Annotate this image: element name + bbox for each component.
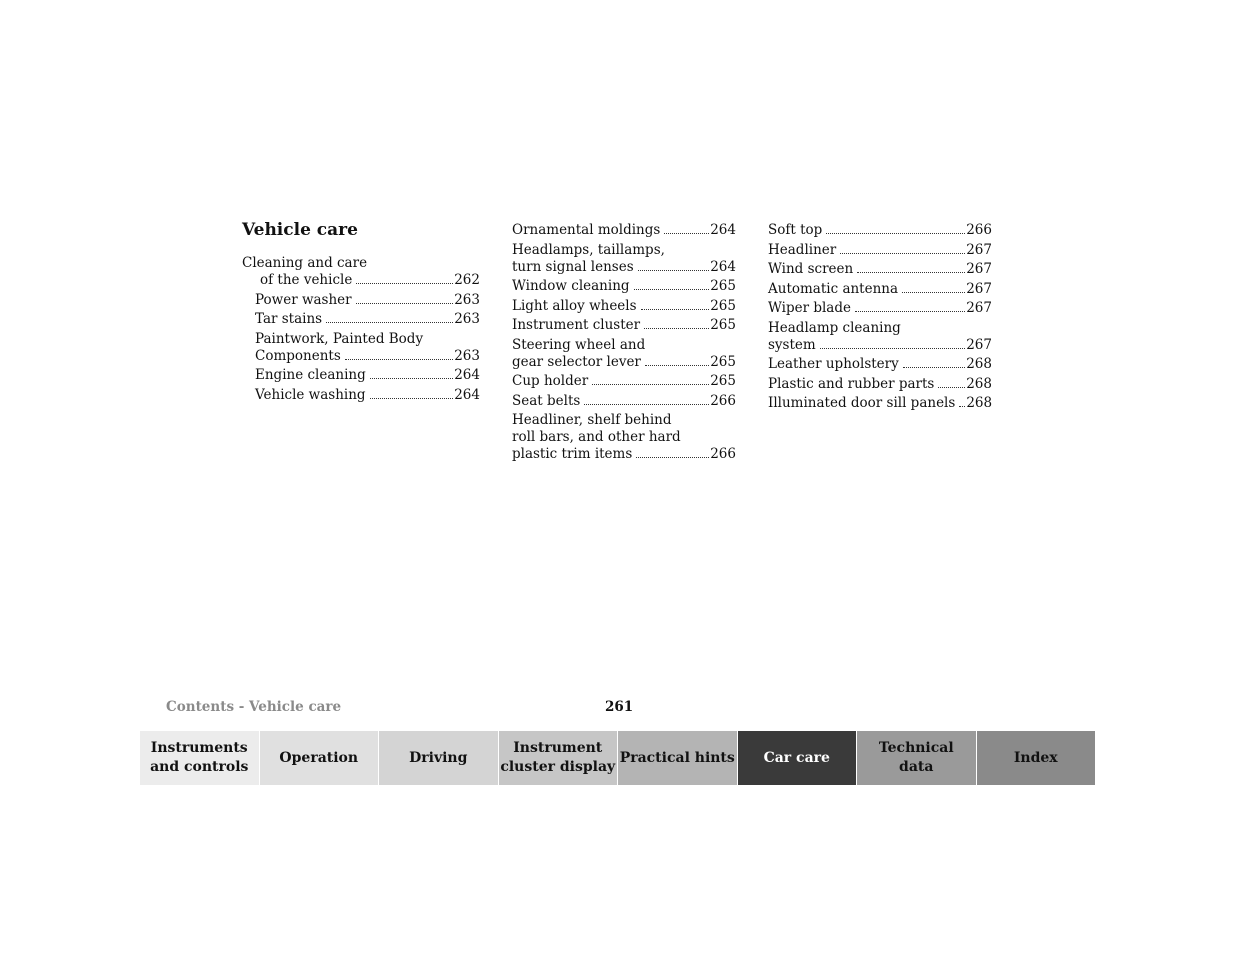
toc-entry-text: of the vehicle bbox=[260, 272, 353, 288]
toc-entry-text: Ornamental moldings bbox=[512, 222, 661, 238]
contents-column-1 bbox=[242, 255, 480, 406]
toc-entry[interactable] bbox=[768, 281, 992, 298]
tab-technical-data[interactable]: Technical data bbox=[856, 731, 976, 785]
toc-entry-text: Steering wheel and bbox=[512, 336, 646, 353]
toc-entry[interactable] bbox=[768, 395, 992, 412]
dot-leader bbox=[840, 243, 965, 254]
toc-entry-text: Headliner, shelf behind bbox=[512, 412, 672, 428]
toc-entry-text: Headlamps, taillamps, bbox=[512, 241, 665, 258]
dot-leader bbox=[636, 447, 709, 458]
toc-entry-text: plastic trim items bbox=[512, 446, 633, 462]
toc-entry[interactable] bbox=[768, 320, 992, 354]
toc-entry[interactable] bbox=[512, 317, 736, 334]
toc-page-number: 266 bbox=[710, 392, 736, 409]
dot-leader bbox=[326, 312, 453, 323]
dot-leader bbox=[645, 355, 709, 366]
contents-column-3 bbox=[768, 222, 992, 415]
toc-entry[interactable] bbox=[242, 331, 480, 365]
toc-page-number: 267 bbox=[966, 336, 992, 353]
page-number: 261 bbox=[605, 699, 634, 715]
toc-entry[interactable] bbox=[512, 278, 736, 295]
toc-entry-text: Soft top bbox=[768, 222, 823, 238]
toc-page-number: 267 bbox=[966, 261, 992, 277]
tab-operation[interactable]: Operation bbox=[259, 731, 379, 785]
toc-entry[interactable] bbox=[242, 255, 480, 289]
toc-entry-text: Paintwork, Painted Body bbox=[255, 330, 424, 347]
dot-leader bbox=[584, 394, 709, 405]
toc-entry-text: Automatic antenna bbox=[768, 280, 899, 297]
tab-driving[interactable]: Driving bbox=[378, 731, 498, 785]
tab-practical-hints[interactable]: Practical hints bbox=[617, 731, 737, 785]
toc-entry-text: roll bars, and other hard bbox=[512, 429, 681, 445]
toc-page-number: 265 bbox=[710, 353, 736, 370]
toc-entry-text: system bbox=[768, 336, 816, 353]
dot-leader bbox=[857, 262, 965, 273]
dot-leader bbox=[902, 282, 965, 293]
toc-page-number: 264 bbox=[710, 222, 736, 238]
contents-column-2 bbox=[512, 222, 736, 466]
toc-entry[interactable] bbox=[768, 356, 992, 373]
dot-leader bbox=[370, 368, 453, 379]
toc-entry-text: Instrument cluster bbox=[512, 317, 641, 333]
toc-entry[interactable] bbox=[242, 387, 480, 404]
toc-page-number: 265 bbox=[710, 278, 736, 294]
toc-entry-text: Power washer bbox=[255, 291, 352, 308]
toc-page-number: 267 bbox=[966, 280, 992, 297]
dot-leader bbox=[345, 349, 453, 360]
toc-entry-text: Plastic and rubber parts bbox=[768, 375, 935, 392]
section-title: Vehicle care bbox=[242, 220, 358, 240]
toc-page-number: 266 bbox=[966, 222, 992, 238]
dot-leader bbox=[641, 299, 710, 310]
toc-entry-text: Tar stains bbox=[255, 311, 323, 327]
toc-entry[interactable] bbox=[768, 242, 992, 259]
toc-entry[interactable] bbox=[512, 298, 736, 315]
toc-entry-text: Wind screen bbox=[768, 261, 854, 277]
breadcrumb[interactable]: Contents - Vehicle care bbox=[166, 699, 342, 715]
dot-leader bbox=[903, 357, 965, 368]
toc-entry[interactable] bbox=[512, 242, 736, 276]
tab-index[interactable]: Index bbox=[976, 731, 1096, 785]
dot-leader bbox=[826, 223, 965, 234]
toc-entry-text: Components bbox=[255, 347, 341, 364]
toc-entry-text: turn signal lenses bbox=[512, 258, 634, 275]
toc-entry-text: Leather upholstery bbox=[768, 356, 899, 372]
toc-page-number: 264 bbox=[710, 258, 736, 275]
toc-entry-text: Cup holder bbox=[512, 373, 589, 389]
dot-leader bbox=[638, 260, 710, 271]
dot-leader bbox=[664, 223, 709, 234]
toc-page-number: 267 bbox=[966, 300, 992, 316]
section-tab-bar bbox=[140, 731, 1095, 785]
toc-page-number: 265 bbox=[710, 317, 736, 333]
toc-entry[interactable] bbox=[512, 222, 736, 239]
toc-entry-text: Vehicle washing bbox=[255, 386, 366, 403]
toc-entry[interactable] bbox=[512, 393, 736, 410]
dot-leader bbox=[356, 293, 454, 304]
toc-entry-text: Headlamp cleaning bbox=[768, 319, 901, 336]
toc-entry-text: Light alloy wheels bbox=[512, 297, 637, 314]
tab-instruments-and-controls[interactable]: Instruments and controls bbox=[140, 731, 259, 785]
dot-leader bbox=[634, 279, 710, 290]
toc-entry-text: gear selector lever bbox=[512, 353, 641, 370]
toc-entry[interactable] bbox=[768, 376, 992, 393]
dot-leader bbox=[644, 318, 709, 329]
dot-leader bbox=[855, 301, 965, 312]
toc-page-number: 263 bbox=[454, 347, 480, 364]
toc-page-number: 263 bbox=[454, 311, 480, 327]
dot-leader bbox=[370, 388, 454, 399]
toc-page-number: 266 bbox=[710, 446, 736, 462]
dot-leader bbox=[592, 374, 709, 385]
toc-page-number: 268 bbox=[966, 375, 992, 392]
tab-car-care[interactable]: Car care bbox=[737, 731, 857, 785]
dot-leader bbox=[820, 338, 966, 349]
toc-entry-text: Seat belts bbox=[512, 392, 581, 409]
toc-entry-text: Wiper blade bbox=[768, 300, 851, 316]
dot-leader bbox=[356, 273, 453, 284]
toc-page-number: 268 bbox=[966, 356, 992, 372]
tab-instrument-cluster-display[interactable]: Instrument cluster display bbox=[498, 731, 618, 785]
toc-page-number: 265 bbox=[710, 373, 736, 389]
toc-entry[interactable] bbox=[512, 412, 736, 463]
toc-page-number: 264 bbox=[454, 386, 480, 403]
toc-entry[interactable] bbox=[242, 367, 480, 384]
toc-entry[interactable] bbox=[768, 300, 992, 317]
toc-entry[interactable] bbox=[768, 222, 992, 239]
toc-entry-text: Cleaning and care bbox=[242, 255, 368, 271]
toc-page-number: 263 bbox=[454, 291, 480, 308]
toc-page-number: 262 bbox=[454, 272, 480, 288]
toc-entry-text: Engine cleaning bbox=[255, 367, 366, 383]
toc-entry[interactable] bbox=[242, 292, 480, 309]
toc-page-number: 264 bbox=[454, 367, 480, 383]
toc-entry[interactable] bbox=[242, 311, 480, 328]
toc-page-number: 268 bbox=[966, 395, 993, 411]
toc-entry-text: Headliner bbox=[768, 241, 837, 258]
toc-entry-text: Window cleaning bbox=[512, 278, 630, 294]
toc-entry-text: Illuminated door sill panels bbox=[768, 395, 956, 411]
toc-entry[interactable] bbox=[768, 261, 992, 278]
toc-entry[interactable] bbox=[512, 337, 736, 371]
toc-entry[interactable] bbox=[512, 373, 736, 390]
toc-page-number: 267 bbox=[966, 241, 992, 258]
toc-page-number: 265 bbox=[710, 297, 736, 314]
dot-leader bbox=[938, 377, 965, 388]
